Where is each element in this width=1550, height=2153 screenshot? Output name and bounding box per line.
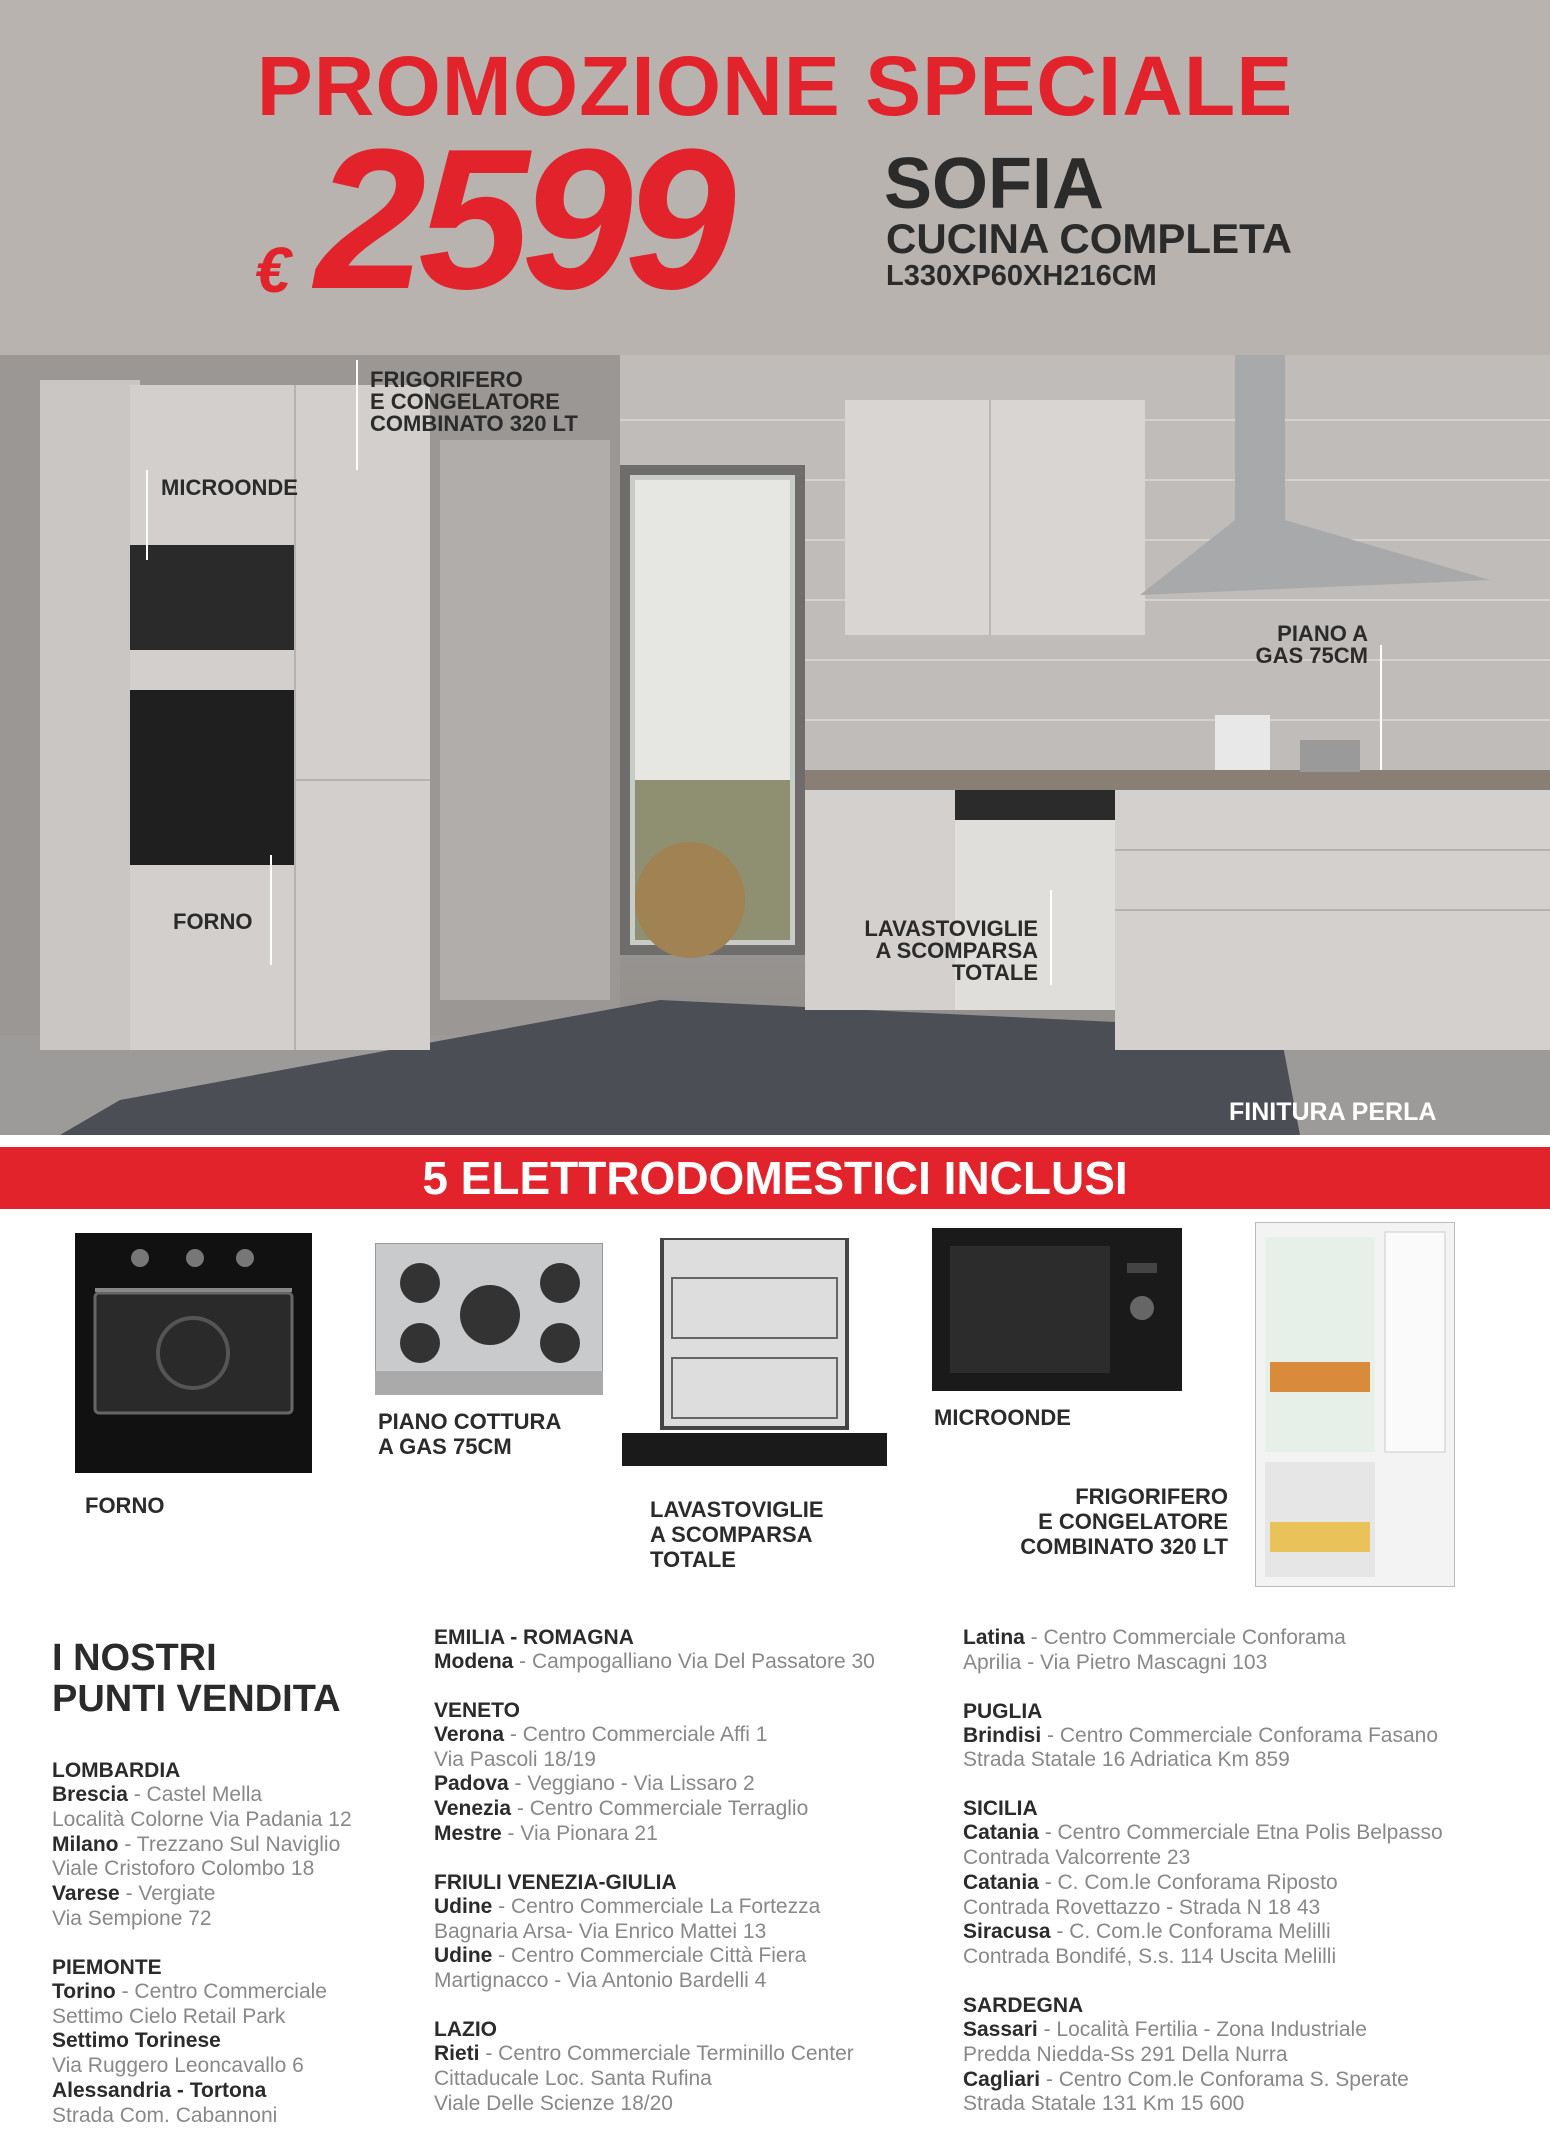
scene-label-oven: FORNO [173,909,253,934]
store-line: Predda Niedda-Ss 291 Della Nurra [963,2042,1288,2066]
store-line: Bagnaria Arsa- Via Enrico Mattei 13 [434,1919,767,1943]
store-region-block [963,1797,1523,1970]
store-line: Siracusa - C. Com.le Conforama Melilli [963,1920,1331,1944]
store-line: Via Ruggero Leoncavallo 6 [52,2054,304,2078]
scene-label-microwave: MICROONDE [161,475,298,500]
product-subtitle: CUCINA COMPLETA [886,215,1292,262]
store-city: Modena [434,1650,514,1673]
hob-image [375,1243,603,1395]
store-region-block [434,1699,954,1847]
stores-column-3 [963,1626,1523,2141]
store-city: Alessandria - Tortona [52,2078,267,2102]
store-line: Martignacco - Via Antonio Bardelli 4 [434,1969,767,1993]
store-line: Via Sempione 72 [52,1906,212,1930]
store-line: Sassari - Località Fertilia - Zona Industriale [963,2017,1367,2041]
store-line: Contrada Bondifé, S.s. 114 Uscita Melilli [963,1945,1337,1969]
store-city: Cagliari [963,2067,1041,2091]
store-line: Catania - Centro Commerciale Etna Polis Belpasso [963,1821,1443,1845]
appliances-band-title: 5 ELETTRODOMESTICI INCLUSI [422,1152,1128,1204]
store-line: Cagliari - Centro Com.le Conforama S. Sperate [963,2067,1409,2091]
store-region-heading: LAZIO [434,2017,497,2041]
stores-column-1 [52,1759,432,2153]
kitchen-illustration [0,355,1550,1135]
store-city: Udine [434,1944,493,1968]
price-value: 2599 [315,108,728,331]
microwave-image [932,1228,1182,1391]
store-line: Catania - C. Com.le Conforama Riposto [963,1870,1338,1894]
price-block [255,108,875,331]
store-city: Rieti [434,2041,480,2065]
scene-label-dishwasher: LAVASTOVIGLIE A SCOMPARSA TOTALE [864,916,1038,985]
store-line: Rieti - Centro Commerciale Terminillo Center [434,2041,854,2065]
store-line: Aprilia - Via Pietro Mascagni 103 [963,1650,1268,1674]
store-line: Milano - Trezzano Sul Naviglio [52,1832,341,1856]
store-region-block [963,1700,1523,1774]
store-region-block [434,1626,954,1675]
store-region-heading: LOMBARDIA [52,1759,181,1782]
appliance-label-fridge: FRIGORIFERO E CONGELATORE COMBINATO 320 LT [1020,1484,1228,1559]
store-line: Località Colorne Via Padania 12 [52,1807,352,1831]
oven-image [75,1233,312,1473]
promo-title: PROMOZIONE SPECIALE [256,39,1294,133]
store-region-heading: PIEMONTE [52,1955,162,1979]
store-line: Cittaducale Loc. Santa Rufina [434,2066,712,2090]
store-city: Catania [963,1870,1039,1894]
store-city: Varese [52,1882,120,1906]
store-line: Udine - Centro Commerciale La Fortezza [434,1894,821,1918]
store-region-block [52,1759,432,1932]
store-line: Brindisi - Centro Commerciale Conforama Fasano [963,1723,1439,1747]
store-city: Venezia [434,1797,512,1821]
store-region-block [963,1994,1523,2117]
appliance-label-dishwasher: LAVASTOVIGLIE A SCOMPARSA TOTALE [650,1497,824,1572]
store-line: Contrada Rovettazzo - Strada N 18 43 [963,1895,1321,1919]
store-city: Milano [52,1832,119,1856]
appliance-label-hob: PIANO COTTURA A GAS 75CM [378,1409,562,1459]
dishwasher-image [622,1238,887,1466]
microwave-leader-line [146,470,148,560]
hob-leader-line [1380,645,1382,770]
oven-leader-line [270,855,272,965]
store-city: Latina [963,1626,1025,1649]
store-region-block [963,1626,1523,1676]
store-line: Varese - Vergiate [52,1882,216,1906]
store-line: Contrada Valcorrente 23 [963,1845,1191,1869]
scene-label-hob: PIANO A GAS 75CM [1255,621,1368,668]
store-line: Settimo Cielo Retail Park [52,2004,286,2028]
stores-title: I NOSTRI PUNTI VENDITA [52,1637,341,1720]
store-line: Latina - Centro Commerciale Conforama [963,1626,1346,1649]
store-region-heading: EMILIA - ROMAGNA [434,1626,634,1649]
store-city: Siracusa [963,1920,1051,1944]
product-name: SOFIA [884,144,1105,224]
product-dimensions: L330XP60XH216CM [886,260,1157,292]
store-line: Venezia - Centro Commerciale Terraglio [434,1797,809,1821]
store-line: Strada Statale 16 Adriatica Km 859 [963,1748,1290,1772]
store-region-heading: SARDEGNA [963,1993,1084,2017]
stores-column-2 [434,1626,954,2140]
price-currency: € [255,234,291,306]
fridge-leader-line [356,360,358,470]
store-region-block [434,2018,954,2116]
store-region-heading: PUGLIA [963,1699,1043,1723]
store-line [52,2029,432,2054]
store-city: Sassari [963,2017,1038,2041]
store-city: Torino [52,1979,116,2003]
finish-label: FINITURA PERLA [1229,1098,1437,1126]
store-line: Verona - Centro Commerciale Affi 1 [434,1722,768,1746]
store-city: Udine [434,1894,493,1918]
fridge-image [1255,1222,1455,1587]
store-line: Udine - Centro Commerciale Città Fiera [434,1944,807,1968]
store-city: Brescia [52,1783,128,1806]
store-line: Modena - Campogalliano Via Del Passatore 30 [434,1650,875,1673]
store-city: Settimo Torinese [52,2029,221,2053]
store-line: Mestre - Via Pionara 21 [434,1821,658,1845]
store-region-block [52,1956,432,2129]
store-line: Via Pascoli 18/19 [434,1747,596,1771]
scene-label-fridge: FRIGORIFERO E CONGELATORE COMBINATO 320 LT [370,367,578,436]
kitchen-photo [0,355,1550,1135]
store-line: Strada Com. Cabannoni [52,2103,278,2127]
store-line: Torino - Centro Commerciale [52,1979,327,2003]
store-region-heading: FRIULI VENEZIA-GIULIA [434,1870,677,1894]
store-line: Brescia - Castel Mella [52,1783,263,1806]
store-region-heading: VENETO [434,1698,520,1722]
store-city: Padova [434,1772,509,1796]
dishwasher-leader-line [1050,890,1052,985]
store-region-block [434,1871,954,1994]
store-line: Padova - Veggiano - Via Lissaro 2 [434,1772,755,1796]
store-city: Catania [963,1821,1039,1845]
store-line [52,2079,432,2104]
store-city: Mestre [434,1821,502,1845]
store-line: Viale Delle Scienze 18/20 [434,2091,673,2115]
appliance-label-microwave: MICROONDE [934,1405,1071,1430]
store-city: Brindisi [963,1723,1042,1747]
appliance-label-oven: FORNO [85,1493,165,1518]
store-line: Strada Statale 131 Km 15 600 [963,2092,1245,2116]
store-region-heading: SICILIA [963,1797,1038,1821]
store-line: Viale Cristoforo Colombo 18 [52,1857,315,1881]
store-city: Verona [434,1722,505,1746]
